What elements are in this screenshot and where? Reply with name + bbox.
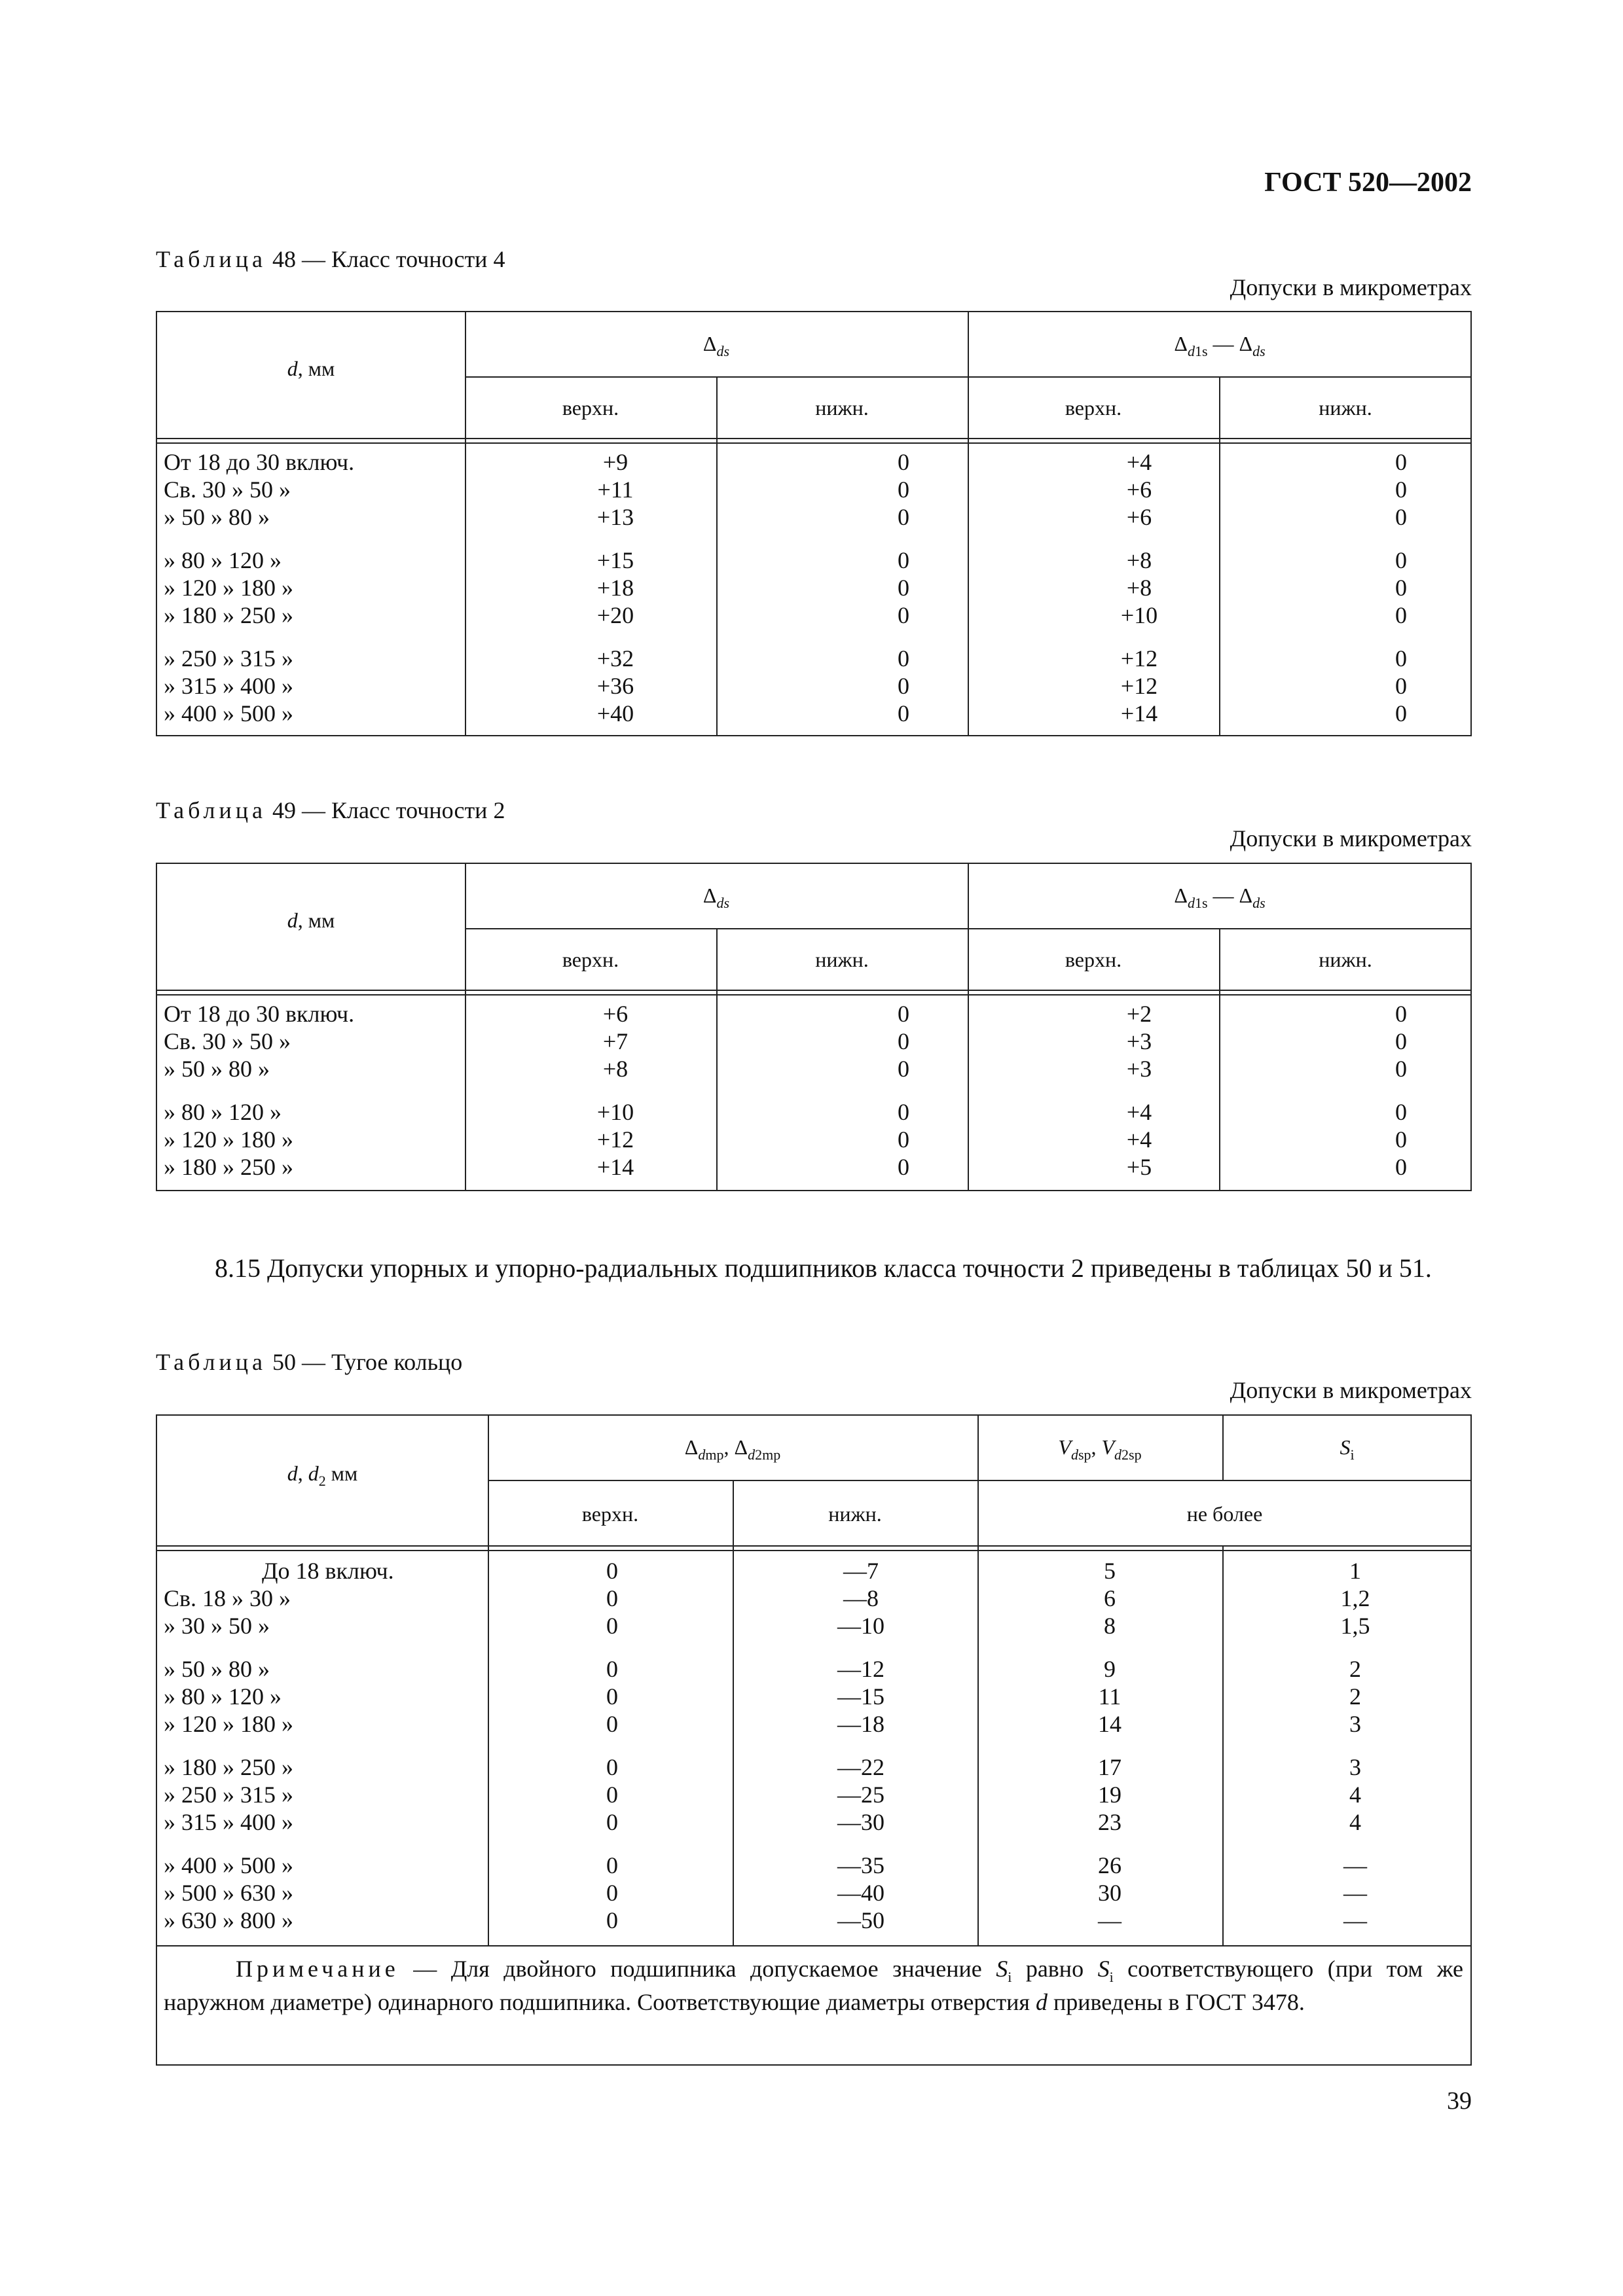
table-cell: +11 bbox=[597, 476, 634, 503]
table-cell: 0 bbox=[606, 1880, 618, 1906]
caption-text: 48 — Класс точности 4 bbox=[266, 246, 505, 272]
row-range-label: » 315 » 400 » bbox=[164, 1809, 293, 1835]
table-cell: +14 bbox=[596, 1154, 634, 1180]
table-cell: +12 bbox=[1120, 645, 1158, 672]
table-cell: 0 bbox=[1395, 476, 1407, 503]
table-cell: 0 bbox=[1395, 645, 1407, 672]
row-range-label: Св. 18 » 30 » bbox=[164, 1585, 291, 1611]
table-50-caption bbox=[156, 1348, 462, 1376]
table-cell: 0 bbox=[898, 504, 909, 530]
row-range-label: » 500 » 630 » bbox=[164, 1880, 293, 1906]
table-cell: 8 bbox=[1104, 1613, 1116, 1639]
table-cell: 0 bbox=[1395, 700, 1407, 726]
table-cell: —30 bbox=[837, 1809, 884, 1835]
col-header-si: $S_i$ bbox=[1340, 1435, 1355, 1463]
row-range-label: » 315 » 400 » bbox=[164, 673, 293, 699]
table-cell: +15 bbox=[596, 547, 634, 573]
table-cell: 9 bbox=[1104, 1656, 1116, 1682]
col-header-d: d, мм bbox=[287, 357, 335, 380]
table-cell: 5 bbox=[1104, 1558, 1116, 1584]
row-range-label: » 80 » 120 » bbox=[164, 1099, 282, 1125]
row-range-label: » 630 » 800 » bbox=[164, 1907, 293, 1933]
table-cell: 0 bbox=[898, 1028, 909, 1054]
table-cell: 0 bbox=[1395, 1056, 1407, 1082]
row-range-label: От 18 до 30 включ. bbox=[164, 449, 355, 475]
table-cell: +13 bbox=[596, 504, 634, 530]
table-cell: 4 bbox=[1349, 1809, 1361, 1835]
row-range-label: » 180 » 250 » bbox=[164, 1754, 293, 1780]
table-cell: 17 bbox=[1098, 1754, 1122, 1780]
table-cell: +8 bbox=[1126, 575, 1152, 601]
table-cell: +6 bbox=[602, 1001, 629, 1027]
table-cell: 0 bbox=[606, 1907, 618, 1933]
row-range-label: » 80 » 120 » bbox=[164, 547, 282, 573]
table-cell: —12 bbox=[837, 1656, 884, 1682]
row-range-label: » 180 » 250 » bbox=[164, 1154, 293, 1180]
col-header-delta-d1s-minus-ds: $\Delta_{d1s}$ — $\Delta_{ds}$ bbox=[1174, 884, 1266, 911]
table-cell: 0 bbox=[898, 1056, 909, 1082]
table-cell: 3 bbox=[1349, 1711, 1361, 1737]
table-cell: 0 bbox=[606, 1711, 618, 1737]
table-cell: 1,2 bbox=[1340, 1585, 1370, 1611]
table-cell: 0 bbox=[898, 700, 909, 726]
table-49 bbox=[156, 863, 1472, 1191]
table-cell: +9 bbox=[602, 449, 629, 475]
table-cell: +36 bbox=[596, 673, 634, 699]
table-cell: 0 bbox=[898, 547, 909, 573]
table-cell: 0 bbox=[1395, 602, 1407, 628]
col-header-lower: нижн. bbox=[1319, 396, 1372, 420]
table-cell: 0 bbox=[606, 1754, 618, 1780]
table-cell: 4 bbox=[1349, 1782, 1361, 1808]
table-cell: — bbox=[1343, 1907, 1367, 1933]
table-cell: 0 bbox=[1395, 1099, 1407, 1125]
table-cell: 0 bbox=[1395, 504, 1407, 530]
table-cell: +8 bbox=[1126, 547, 1152, 573]
table-cell: — bbox=[1343, 1852, 1367, 1878]
table-48-caption bbox=[156, 245, 505, 273]
table-cell: 0 bbox=[606, 1656, 618, 1682]
row-range-label: » 30 » 50 » bbox=[164, 1613, 270, 1639]
row-range-label: » 120 » 180 » bbox=[164, 1126, 293, 1153]
table-cell: 0 bbox=[1395, 547, 1407, 573]
table-50-note: Примечание — Для двойного подшипника допускаемое значение $S_i$ равно $S_i$ соответствующего (при том же наружном диаметре) одинарного подшипника. Соответствующие диаметры отверстия d приведены в ГОСТ 3478. bbox=[164, 1956, 1463, 2015]
row-range-label: До 18 включ. bbox=[262, 1558, 394, 1584]
caption-text: 50 — Тугое кольцо bbox=[266, 1349, 463, 1375]
table-cell: 3 bbox=[1349, 1754, 1361, 1780]
table-cell: +4 bbox=[1126, 1099, 1152, 1125]
row-range-label: » 50 » 80 » bbox=[164, 504, 270, 530]
table-cell: —22 bbox=[837, 1754, 884, 1780]
table-50-units: Допуски в микрометрах bbox=[1230, 1377, 1472, 1403]
table-cell: 0 bbox=[1395, 575, 1407, 601]
row-range-label: » 80 » 120 » bbox=[164, 1683, 282, 1710]
table-cell: 0 bbox=[606, 1782, 618, 1808]
table-cell: 0 bbox=[1395, 673, 1407, 699]
col-header-lower: нижн. bbox=[1319, 948, 1372, 971]
col-header-delta-ds: $\Delta_{ds}$ bbox=[702, 884, 730, 911]
table-cell: 0 bbox=[898, 1001, 909, 1027]
table-cell: 11 bbox=[1098, 1683, 1122, 1710]
col-header-lower: нижн. bbox=[815, 396, 869, 420]
table-cell: 0 bbox=[898, 1126, 909, 1153]
col-header-lower: нижн. bbox=[815, 948, 869, 971]
table-cell: 1 bbox=[1349, 1558, 1361, 1584]
table-49-caption bbox=[156, 797, 505, 824]
table-cell: +10 bbox=[596, 1099, 634, 1125]
table-49-units: Допуски в микрометрах bbox=[1230, 825, 1472, 852]
table-cell: 1,5 bbox=[1340, 1613, 1370, 1639]
col-header-delta-dmp: $\Delta_{dmp}$, $\Delta_{d2mp}$ bbox=[684, 1435, 781, 1463]
row-range-label: От 18 до 30 включ. bbox=[164, 1001, 355, 1027]
col-header-max: не более bbox=[1186, 1502, 1263, 1526]
col-header-upper: верхн. bbox=[1065, 396, 1122, 420]
table-cell: 0 bbox=[898, 1099, 909, 1125]
table-cell: 23 bbox=[1098, 1809, 1122, 1835]
table-cell: 0 bbox=[606, 1585, 618, 1611]
table-cell: +5 bbox=[1126, 1154, 1152, 1180]
table-cell: 0 bbox=[606, 1558, 618, 1584]
table-cell: +6 bbox=[1126, 476, 1152, 503]
table-cell: 2 bbox=[1349, 1683, 1361, 1710]
table-cell: +2 bbox=[1126, 1001, 1152, 1027]
table-cell: —18 bbox=[837, 1711, 884, 1737]
table-cell: 0 bbox=[606, 1683, 618, 1710]
table-cell: 0 bbox=[898, 645, 909, 672]
table-cell: +12 bbox=[596, 1126, 634, 1153]
caption-text: 49 — Класс точности 2 bbox=[266, 797, 505, 823]
table-cell: 0 bbox=[1395, 1126, 1407, 1153]
table-cell: 0 bbox=[898, 575, 909, 601]
page-number: 39 bbox=[1447, 2087, 1472, 2115]
caption-word: Таблица bbox=[156, 246, 266, 272]
table-cell: 0 bbox=[606, 1613, 618, 1639]
row-range-label: » 250 » 315 » bbox=[164, 645, 293, 672]
row-range-label: » 120 » 180 » bbox=[164, 1711, 293, 1737]
table-cell: 14 bbox=[1098, 1711, 1122, 1737]
col-header-upper: верхн. bbox=[1065, 948, 1122, 971]
row-range-label: » 120 » 180 » bbox=[164, 575, 293, 601]
table-cell: —25 bbox=[837, 1782, 884, 1808]
caption-word: Таблица bbox=[156, 1349, 266, 1375]
col-header-lower: нижн. bbox=[828, 1502, 882, 1526]
row-range-label: » 50 » 80 » bbox=[164, 1656, 270, 1682]
table-cell: 0 bbox=[1395, 1154, 1407, 1180]
table-cell: 2 bbox=[1349, 1656, 1361, 1682]
table-cell: +6 bbox=[1126, 504, 1152, 530]
table-cell: —35 bbox=[837, 1852, 884, 1878]
table-cell: 0 bbox=[606, 1809, 618, 1835]
table-cell: —50 bbox=[837, 1907, 884, 1933]
table-cell: 0 bbox=[898, 673, 909, 699]
table-cell: 0 bbox=[1395, 1001, 1407, 1027]
table-50 bbox=[156, 1414, 1472, 2066]
table-cell: —8 bbox=[843, 1585, 879, 1611]
table-cell: +4 bbox=[1126, 1126, 1152, 1153]
table-48 bbox=[156, 311, 1472, 736]
table-cell: +14 bbox=[1120, 700, 1158, 726]
table-cell: —7 bbox=[843, 1558, 879, 1584]
table-cell: 0 bbox=[898, 476, 909, 503]
table-cell: +20 bbox=[596, 602, 634, 628]
table-cell: 0 bbox=[898, 602, 909, 628]
col-header-delta-ds: $\Delta_{ds}$ bbox=[702, 332, 730, 359]
row-range-label: » 180 » 250 » bbox=[164, 602, 293, 628]
table-cell: 0 bbox=[606, 1852, 618, 1878]
table-cell: 6 bbox=[1104, 1585, 1116, 1611]
col-header-d-d2: d, $d_2$ мм bbox=[287, 1462, 358, 1489]
table-cell: +3 bbox=[1126, 1028, 1152, 1054]
caption-word: Таблица bbox=[156, 797, 266, 823]
table-cell: +4 bbox=[1126, 449, 1152, 475]
table-cell: —10 bbox=[837, 1613, 884, 1639]
col-header-vdsp: $V_{dsp}$, $V_{d2sp}$ bbox=[1058, 1435, 1142, 1463]
paragraph-8-15: 8.15 Допуски упорных и упорно-радиальных подшипников класса точности 2 приведены в таблицах 50 и 51. bbox=[215, 1253, 1432, 1283]
col-header-upper: верхн. bbox=[562, 396, 619, 420]
table-cell: —15 bbox=[837, 1683, 884, 1710]
row-range-label: Св. 30 » 50 » bbox=[164, 476, 291, 503]
table-cell: +32 bbox=[596, 645, 634, 672]
table-cell: +18 bbox=[596, 575, 634, 601]
table-cell: +40 bbox=[596, 700, 634, 726]
table-cell: +8 bbox=[602, 1056, 629, 1082]
table-cell: +7 bbox=[602, 1028, 629, 1054]
table-cell: 0 bbox=[1395, 449, 1407, 475]
table-cell: +3 bbox=[1126, 1056, 1152, 1082]
col-header-upper: верхн. bbox=[562, 948, 619, 971]
col-header-d: d, мм bbox=[287, 908, 335, 932]
table-cell: 26 bbox=[1098, 1852, 1122, 1878]
table-cell: 0 bbox=[1395, 1028, 1407, 1054]
document-number: ГОСТ 520—2002 bbox=[1264, 168, 1472, 198]
table-cell: +12 bbox=[1120, 673, 1158, 699]
row-range-label: » 400 » 500 » bbox=[164, 1852, 293, 1878]
table-cell: — bbox=[1098, 1907, 1122, 1933]
row-range-label: » 50 » 80 » bbox=[164, 1056, 270, 1082]
table-cell: 30 bbox=[1098, 1880, 1122, 1906]
table-cell: —40 bbox=[837, 1880, 884, 1906]
table-48-units: Допуски в микрометрах bbox=[1230, 274, 1472, 300]
col-header-delta-d1s-minus-ds: $\Delta_{d1s}$ — $\Delta_{ds}$ bbox=[1174, 332, 1266, 359]
row-range-label: » 400 » 500 » bbox=[164, 700, 293, 726]
table-cell: 0 bbox=[898, 1154, 909, 1180]
table-cell: +10 bbox=[1120, 602, 1158, 628]
col-header-upper: верхн. bbox=[581, 1502, 639, 1526]
table-cell: 19 bbox=[1098, 1782, 1122, 1808]
table-cell: — bbox=[1343, 1880, 1367, 1906]
row-range-label: Св. 30 » 50 » bbox=[164, 1028, 291, 1054]
row-range-label: » 250 » 315 » bbox=[164, 1782, 293, 1808]
table-cell: 0 bbox=[898, 449, 909, 475]
